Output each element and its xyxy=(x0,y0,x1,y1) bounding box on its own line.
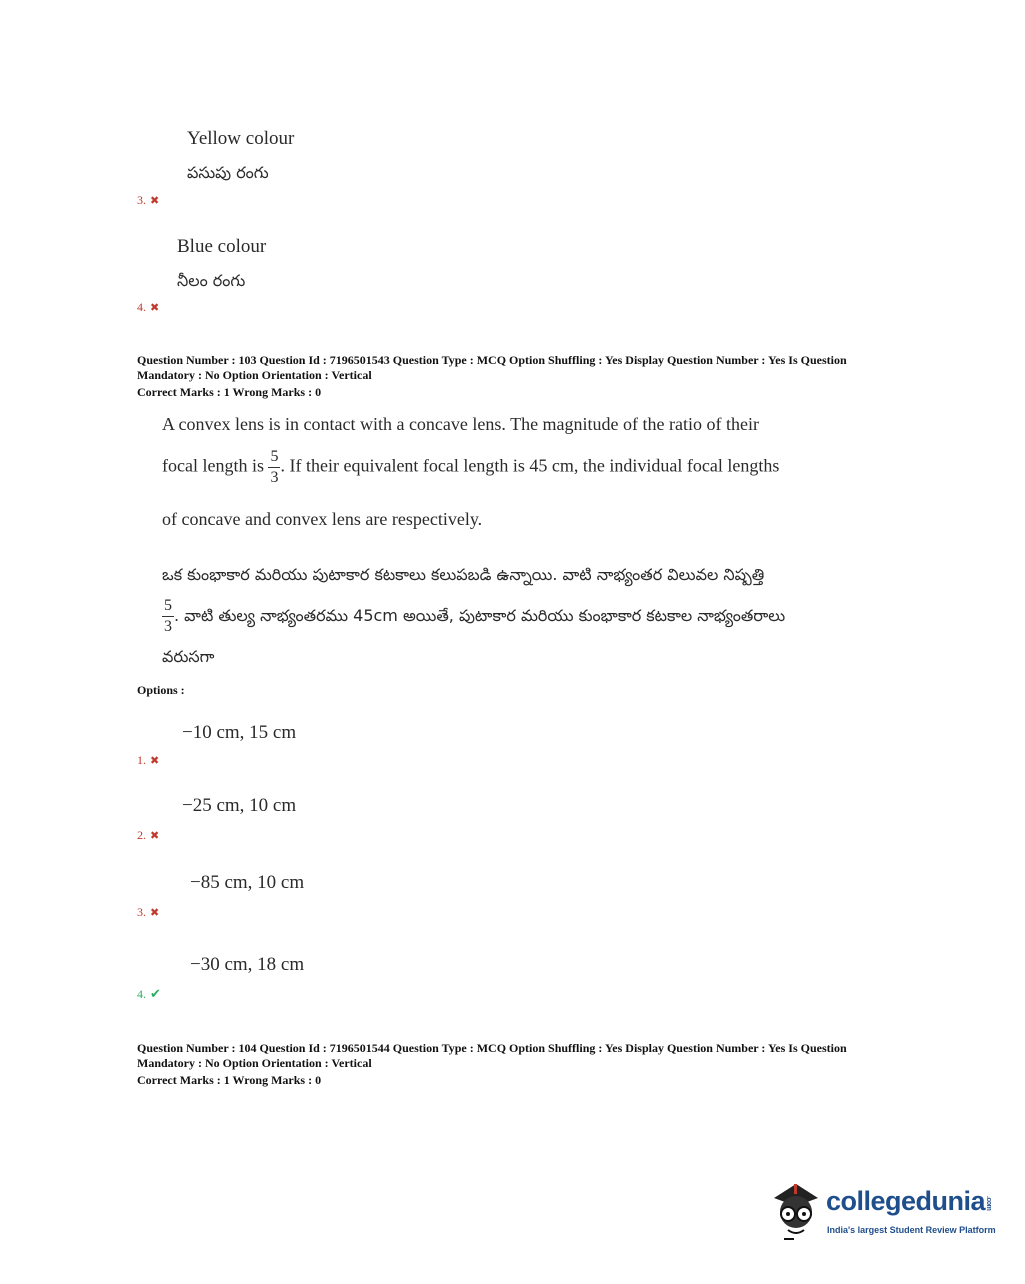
q104-marks: Correct Marks : 1 Wrong Marks : 0 xyxy=(137,1073,322,1087)
prev-option-4-telugu: నీలం రంగు xyxy=(177,271,246,290)
q103-en-line2-post: . If their equivalent focal length is 45 cm, the individual focal lengths xyxy=(280,455,780,476)
q103-option-2-marker xyxy=(137,826,159,844)
ratio-fraction-telugu xyxy=(162,598,174,635)
q103-te-line2-post: . వాటి తుల్య నాభ్యంతరము 45cm అయితే, పుటాకార మరియు కుంభాకార కటకాల నాభ్యంతరాలు xyxy=(174,606,786,625)
cross-icon: ✖ xyxy=(150,906,160,919)
q103-meta-line2: Mandatory : No Option Orientation : Vertical xyxy=(137,368,372,382)
q103-en-line3: of concave and convex lens are respectively. xyxy=(162,509,483,529)
q103-option-4-text: −30 cm, 18 cm xyxy=(190,954,305,975)
q103-option-1-text: −10 cm, 15 cm xyxy=(182,722,297,743)
q103-option-3-text: −85 cm, 10 cm xyxy=(190,872,305,893)
logo-name: collegedunia xyxy=(826,1186,986,1216)
fraction-denominator: 3 xyxy=(270,469,279,486)
prev-option-4-marker xyxy=(137,298,159,316)
q104-meta-line1: Question Number : 104 Question Id : 7196501544 Question Type : MCQ Option Shuffling : Yes Display Question Number : Yes Is Question xyxy=(137,1041,847,1055)
q103-en-line2-pre: focal length is xyxy=(162,455,264,476)
logo-tagline: India's largest Student Review Platform xyxy=(827,1225,996,1235)
option-number: 3. xyxy=(137,193,146,207)
q103-meta xyxy=(137,353,917,400)
options-label: Options : xyxy=(137,683,185,697)
fraction-denominator: 3 xyxy=(164,618,172,635)
option-number: 1. xyxy=(137,753,146,767)
cross-icon: ✖ xyxy=(150,194,160,207)
q104-meta xyxy=(137,1041,917,1088)
option-number: 4. xyxy=(137,987,146,1001)
logo-wordmark xyxy=(826,1186,992,1217)
prev-option-4-english: Blue colour xyxy=(177,236,267,257)
prev-option-3-english: Yellow colour xyxy=(187,128,295,149)
check-icon: ✔ xyxy=(150,987,161,1002)
cross-icon: ✖ xyxy=(150,301,160,314)
prev-option-3-telugu: పసుపు రంగు xyxy=(187,163,269,182)
prev-option-3-marker xyxy=(137,191,159,209)
q103-en-line2 xyxy=(162,449,779,486)
logo-suffix: .com xyxy=(985,1195,993,1211)
q103-option-1-marker xyxy=(137,751,159,769)
q103-te-line3: వరుసగా xyxy=(162,647,215,666)
collegedunia-logo xyxy=(766,1176,996,1248)
mascot-icon xyxy=(766,1176,824,1244)
option-number: 4. xyxy=(137,300,146,314)
q103-option-3-marker xyxy=(137,903,159,921)
q103-option-4-marker xyxy=(137,985,161,1003)
cross-icon: ✖ xyxy=(150,754,160,767)
ratio-fraction xyxy=(268,449,280,486)
option-number: 3. xyxy=(137,905,146,919)
cross-icon: ✖ xyxy=(150,829,160,842)
q103-meta-line1: Question Number : 103 Question Id : 7196501543 Question Type : MCQ Option Shuffling : Yes Display Question Number : Yes Is Question xyxy=(137,353,847,367)
q103-option-2-text: −25 cm, 10 cm xyxy=(182,795,297,816)
fraction-numerator: 5 xyxy=(268,449,280,468)
q104-meta-line2: Mandatory : No Option Orientation : Vertical xyxy=(137,1056,372,1070)
fraction-numerator: 5 xyxy=(162,598,174,617)
q103-marks: Correct Marks : 1 Wrong Marks : 0 xyxy=(137,385,322,399)
option-number: 2. xyxy=(137,828,146,842)
q103-en-line1: A convex lens is in contact with a concave lens. The magnitude of the ratio of their xyxy=(162,414,759,434)
q103-te-line1: ఒక కుంభాకార మరియు పుటాకార కటకాలు కలుపబడి ఉన్నాయి. వాటి నాభ్యంతర విలువల నిష్పత్తి xyxy=(162,565,765,584)
q103-te-line2 xyxy=(162,598,785,635)
